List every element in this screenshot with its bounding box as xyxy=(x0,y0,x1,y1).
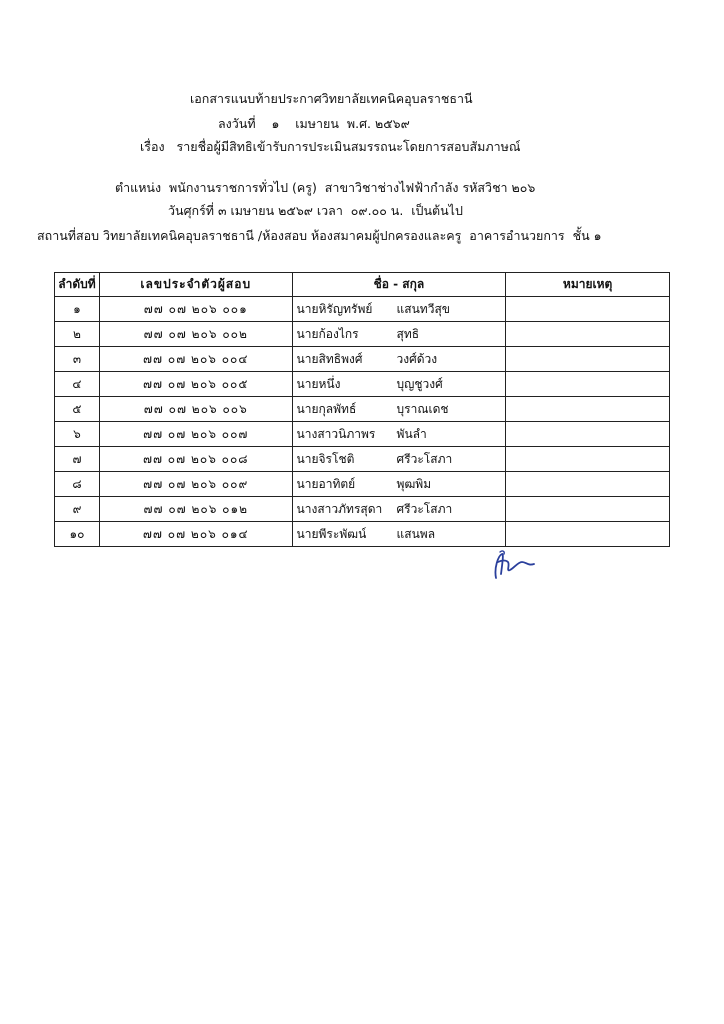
first-name: นางสาวนิภาพร xyxy=(296,426,376,441)
cell-number: ๓ xyxy=(55,347,100,372)
table-row xyxy=(55,522,670,547)
cell-remark xyxy=(506,347,670,372)
last-name: พันลำ xyxy=(396,426,427,441)
cell-number: ๗ xyxy=(55,447,100,472)
first-name: นายก้องไกร xyxy=(296,326,359,341)
table-row xyxy=(55,447,670,472)
last-name: ศรีวะโสภา xyxy=(396,501,453,516)
cell-remark xyxy=(506,322,670,347)
first-name: นายสิทธิพงศ์ xyxy=(296,351,363,366)
cell-exam-id: ๗๗ ๐๗ ๒๐๖ ๐๐๙ xyxy=(99,472,292,497)
cell-number: ๘ xyxy=(55,472,100,497)
table-row xyxy=(55,497,670,522)
last-name: ศรีวะโสภา xyxy=(396,451,453,466)
last-name: วงศ์ด้วง xyxy=(396,351,438,366)
cell-remark xyxy=(506,372,670,397)
last-name: บุราณเดช xyxy=(396,401,449,416)
cell-exam-id: ๗๗ ๐๗ ๒๐๖ ๐๑๒ xyxy=(99,497,292,522)
cell-remark xyxy=(506,472,670,497)
table-header-row xyxy=(55,273,670,297)
table-row xyxy=(55,372,670,397)
cell-number: ๔ xyxy=(55,372,100,397)
table-row xyxy=(55,347,670,372)
cell-remark xyxy=(506,447,670,472)
table-body xyxy=(55,297,670,547)
column-header-exam-id: เลขประจำตัวผู้สอบ xyxy=(99,273,292,297)
cell-exam-id: ๗๗ ๐๗ ๒๐๖ ๐๑๔ xyxy=(99,522,292,547)
cell-exam-id: ๗๗ ๐๗ ๒๐๖ ๐๐๖ xyxy=(99,397,292,422)
header-position: ตำแหน่ง พนักงานราชการทั่วไป (ครู) สาขาวิชาช่างไฟฟ้ากำลัง รหัสวิชา ๒๐๖ xyxy=(115,180,536,195)
table-row xyxy=(55,297,670,322)
first-name: นางสาวภัทรสุดา xyxy=(296,501,383,516)
cell-name xyxy=(292,422,506,447)
first-name: นายพีระพัฒน์ xyxy=(296,526,367,541)
column-header-name: ชื่อ - สกุล xyxy=(292,273,506,297)
cell-name xyxy=(292,397,506,422)
table-row xyxy=(55,397,670,422)
cell-exam-id: ๗๗ ๐๗ ๒๐๖ ๐๐๑ xyxy=(99,297,292,322)
cell-name xyxy=(292,322,506,347)
cell-remark xyxy=(506,522,670,547)
signature-mark xyxy=(488,548,538,584)
cell-number: ๑ xyxy=(55,297,100,322)
last-name: พุฒพิม xyxy=(396,476,432,491)
first-name: นายจิรโชติ xyxy=(296,451,355,466)
cell-number: ๑๐ xyxy=(55,522,100,547)
first-name: นายหนึ่ง xyxy=(296,376,341,391)
table-row xyxy=(55,472,670,497)
cell-number: ๕ xyxy=(55,397,100,422)
cell-name xyxy=(292,522,506,547)
first-name: นายกุลพัทธ์ xyxy=(296,401,357,416)
candidate-table xyxy=(54,272,670,547)
cell-number: ๒ xyxy=(55,322,100,347)
cell-exam-id: ๗๗ ๐๗ ๒๐๖ ๐๐๒ xyxy=(99,322,292,347)
cell-remark xyxy=(506,397,670,422)
cell-remark xyxy=(506,497,670,522)
cell-number: ๙ xyxy=(55,497,100,522)
header-schedule: วันศุกร์ที่ ๓ เมษายน ๒๕๖๙ เวลา ๐๙.๐๐ น. เป็นต้นไป xyxy=(168,203,463,218)
cell-name xyxy=(292,372,506,397)
last-name: สุทธิ xyxy=(396,326,420,341)
column-header-remark: หมายเหตุ xyxy=(506,273,670,297)
table-row xyxy=(55,322,670,347)
column-header-number: ลำดับที่ xyxy=(55,273,100,297)
table-row xyxy=(55,422,670,447)
last-name: แสนพล xyxy=(396,526,436,541)
cell-name xyxy=(292,297,506,322)
cell-remark xyxy=(506,422,670,447)
header-title: เอกสารแนบท้ายประกาศวิทยาลัยเทคนิคอุบลราชธานี xyxy=(190,91,473,106)
cell-exam-id: ๗๗ ๐๗ ๒๐๖ ๐๐๕ xyxy=(99,372,292,397)
header-date: ลงวันที่ ๑ เมษายน พ.ศ. ๒๕๖๙ xyxy=(218,116,410,131)
cell-name xyxy=(292,497,506,522)
header-venue: สถานที่สอบ วิทยาลัยเทคนิคอุบลราชธานี /ห้องสอบ ห้องสมาคมผู้ปกครองและครู อาคารอำนวยการ ชั้น ๑ xyxy=(37,228,602,243)
last-name: บุญชูวงศ์ xyxy=(396,376,443,391)
last-name: แสนทวีสุข xyxy=(396,301,450,316)
cell-exam-id: ๗๗ ๐๗ ๒๐๖ ๐๐๔ xyxy=(99,347,292,372)
cell-name xyxy=(292,347,506,372)
header-subject: เรื่อง รายชื่อผู้มีสิทธิเข้ารับการประเมินสมรรถนะโดยการสอบสัมภาษณ์ xyxy=(140,139,521,154)
cell-exam-id: ๗๗ ๐๗ ๒๐๖ ๐๐๗ xyxy=(99,422,292,447)
cell-exam-id: ๗๗ ๐๗ ๒๐๖ ๐๐๘ xyxy=(99,447,292,472)
cell-number: ๖ xyxy=(55,422,100,447)
cell-remark xyxy=(506,297,670,322)
first-name: นายหิรัญทรัพย์ xyxy=(296,301,373,316)
cell-name xyxy=(292,447,506,472)
cell-name xyxy=(292,472,506,497)
first-name: นายอาทิตย์ xyxy=(296,476,356,491)
